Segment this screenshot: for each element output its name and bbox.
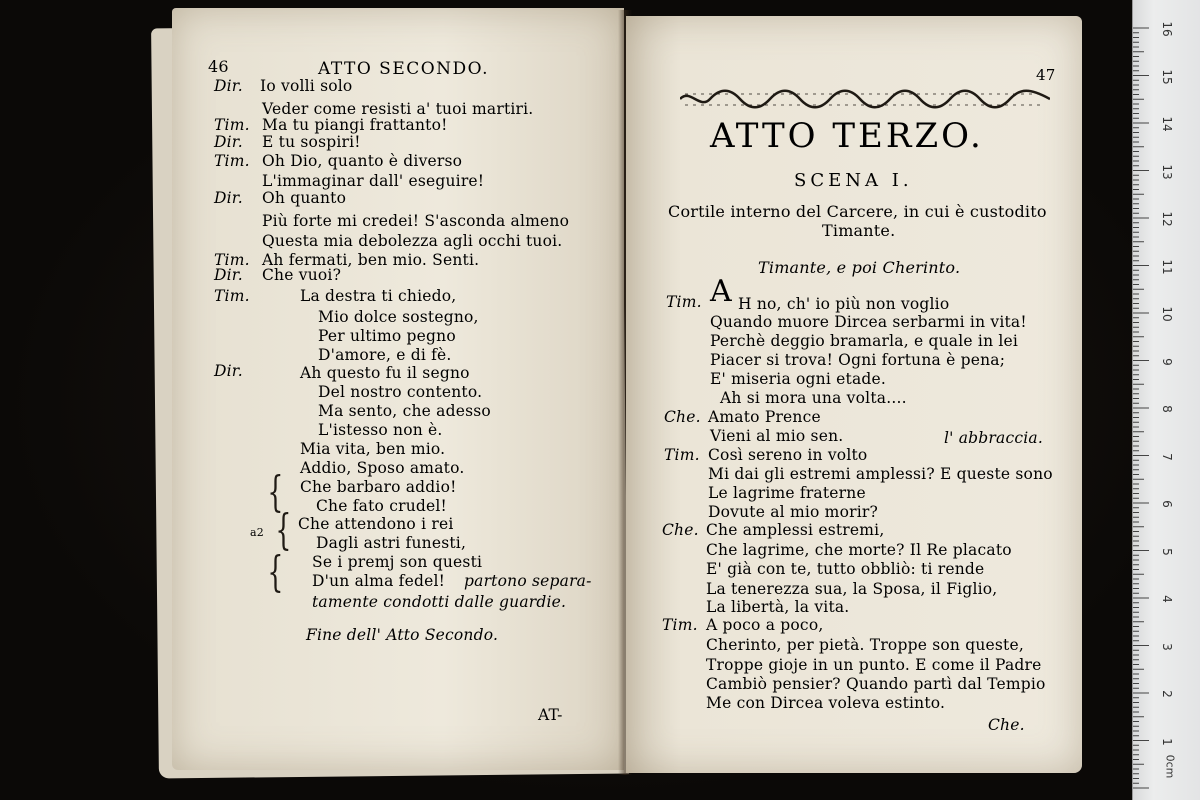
verse-line: Che lagrime, che morte? Il Re placato bbox=[706, 541, 1012, 559]
ornament-band bbox=[680, 88, 1050, 110]
ruler-label: 14 bbox=[1160, 116, 1174, 132]
left-page-number: 46 bbox=[208, 57, 229, 76]
stage-direction: l' abbraccia. bbox=[944, 429, 1043, 447]
verse-line: Oh Dio, quanto è diverso bbox=[262, 152, 463, 170]
verse-line: Così sereno in volto bbox=[708, 446, 868, 464]
catchword: AT- bbox=[538, 706, 563, 724]
brace-glyph: { bbox=[267, 467, 284, 516]
verse-line: Quando muore Dircea serbarmi in vita! bbox=[710, 313, 1027, 331]
brace-glyph: { bbox=[275, 505, 292, 554]
verse-line: L'immaginar dall' eseguire! bbox=[262, 172, 485, 190]
verse-line: Ah si mora una volta.... bbox=[720, 389, 907, 407]
speaker-label: Dir. bbox=[214, 266, 243, 284]
verse-line: Me con Dircea voleva estinto. bbox=[706, 694, 946, 712]
verse-line: E' miseria ogni etade. bbox=[710, 370, 887, 388]
stage-direction: partono separa- bbox=[464, 572, 592, 590]
verse-line: H no, ch' io più non voglio bbox=[738, 295, 950, 313]
act-title: ATTO TERZO. bbox=[710, 116, 984, 156]
ruler-label: 8 bbox=[1160, 405, 1174, 413]
verse-line: Dagli astri funesti, bbox=[316, 534, 467, 552]
ruler-label: 7 bbox=[1160, 452, 1174, 461]
ruler-label: 3 bbox=[1160, 642, 1174, 651]
verse-line: Che vuoi? bbox=[262, 266, 342, 284]
verse-line: Vieni al mio sen. bbox=[710, 427, 844, 445]
ruler-label: 11 bbox=[1160, 258, 1174, 275]
verse-line: D'amore, e di fè. bbox=[318, 346, 452, 364]
verse-line: Troppe gioje in un punto. E come il Padre bbox=[706, 656, 1042, 674]
verse-line: Ma sento, che adesso bbox=[318, 402, 491, 420]
verse-line: Per ultimo pegno bbox=[318, 327, 456, 345]
ruler-label: 9 bbox=[1160, 357, 1174, 366]
verse-line: Mia vita, ben mio. bbox=[300, 440, 446, 458]
catchword: Che. bbox=[988, 716, 1025, 734]
end-of-act: Fine dell' Atto Secondo. bbox=[306, 626, 499, 644]
verse-line: Che amplessi estremi, bbox=[706, 521, 885, 539]
scene-heading: SCENA I. bbox=[794, 170, 913, 191]
verse-line: Cherinto, per pietà. Troppe son queste, bbox=[706, 636, 1024, 654]
ruler-label: 16 bbox=[1160, 21, 1174, 37]
verse-line: Se i premj son questi bbox=[312, 553, 483, 571]
speaker-label: Dir. bbox=[214, 77, 243, 95]
ruler-label: 2 bbox=[1160, 690, 1174, 698]
right-page-number: 47 bbox=[1036, 66, 1056, 84]
speaker-label: Che. bbox=[662, 521, 699, 539]
verse-line: Ah fermati, ben mio. Senti. bbox=[262, 251, 480, 269]
verse-line: Oh quanto bbox=[262, 189, 347, 207]
verse-line: Mio dolce sostegno, bbox=[318, 308, 479, 326]
characters-present: Timante, e poi Cherinto. bbox=[758, 258, 961, 277]
verse-line: L'istesso non è. bbox=[318, 421, 443, 439]
verse-line: D'un alma fedel! bbox=[312, 572, 446, 590]
verse-line: Io volli solo bbox=[260, 77, 353, 95]
verse-line: Ah questo fu il segno bbox=[300, 364, 470, 382]
verse-line: Questa mia debolezza agli occhi tuoi. bbox=[262, 232, 563, 250]
verse-line: La destra ti chiedo, bbox=[300, 287, 457, 305]
speaker-label: Dir. bbox=[214, 362, 243, 380]
verse-line: Piacer si trova! Ogni fortuna è pena; bbox=[710, 351, 1006, 369]
verse-line: Addio, Sposo amato. bbox=[300, 459, 465, 477]
speaker-label: Tim. bbox=[214, 152, 250, 170]
verse-line: E' già con te, tutto obbliò: ti rende bbox=[706, 560, 985, 578]
ruler-label: 13 bbox=[1160, 163, 1174, 180]
ruler-label: 1 bbox=[1160, 737, 1174, 746]
setting-description: Timante. bbox=[822, 221, 896, 240]
ruler-unit-label: 0cm bbox=[1163, 754, 1177, 779]
verse-line: Più forte mi credei! S'asconda almeno bbox=[262, 212, 570, 230]
ruler-label: 4 bbox=[1160, 595, 1174, 603]
verse-line: Dovute al mio morir? bbox=[708, 503, 878, 521]
speaker-label: Tim. bbox=[214, 287, 250, 305]
verse-line: Perchè deggio bramarla, e quale in lei bbox=[710, 332, 1019, 350]
speaker-label: Tim. bbox=[214, 116, 250, 134]
verse-line: Che attendono i rei bbox=[298, 515, 454, 533]
ruler-label: 5 bbox=[1160, 547, 1174, 556]
speaker-label: Tim. bbox=[214, 251, 250, 269]
speaker-label: Dir. bbox=[214, 133, 243, 151]
verse-line: Le lagrime fraterne bbox=[708, 484, 866, 502]
brace-glyph: { bbox=[267, 547, 284, 596]
speaker-label: Dir. bbox=[214, 189, 243, 207]
ruler-label: 10 bbox=[1160, 306, 1174, 322]
stage-direction: tamente condotti dalle guardie. bbox=[312, 593, 567, 611]
speaker-label: Tim. bbox=[662, 616, 698, 634]
verse-line: Veder come resisti a' tuoi martiri. bbox=[262, 100, 534, 118]
setting-description: Cortile interno del Carcere, in cui è custodito bbox=[668, 202, 1047, 221]
ruler-label: 15 bbox=[1160, 68, 1174, 85]
verse-line: Del nostro contento. bbox=[318, 383, 483, 401]
verse-line: La libertà, la vita. bbox=[706, 598, 850, 616]
verse-line: Ma tu piangi frattanto! bbox=[262, 116, 448, 134]
verse-line: La tenerezza sua, la Sposa, il Figlio, bbox=[706, 580, 998, 598]
verse-line: Che barbaro addio! bbox=[300, 478, 457, 496]
verse-line: A poco a poco, bbox=[706, 616, 824, 634]
verse-line: Mi dai gli estremi amplessi? E queste sono bbox=[708, 465, 1053, 483]
verse-line: Che fato crudel! bbox=[316, 497, 447, 515]
ruler-label: 6 bbox=[1160, 500, 1174, 508]
a2-marker: a2 bbox=[250, 526, 264, 539]
left-running-head: ATTO SECONDO. bbox=[318, 59, 490, 79]
ruler-label: 12 bbox=[1160, 211, 1174, 227]
speaker-label: Tim. bbox=[666, 293, 702, 311]
verse-line: E tu sospiri! bbox=[262, 133, 361, 151]
verse-line: Cambiò pensier? Quando partì dal Tempio bbox=[706, 675, 1046, 693]
drop-cap: A bbox=[710, 274, 732, 309]
speaker-label: Tim. bbox=[664, 446, 700, 464]
speaker-label: Che. bbox=[664, 408, 701, 426]
verse-line: Amato Prence bbox=[708, 408, 821, 426]
